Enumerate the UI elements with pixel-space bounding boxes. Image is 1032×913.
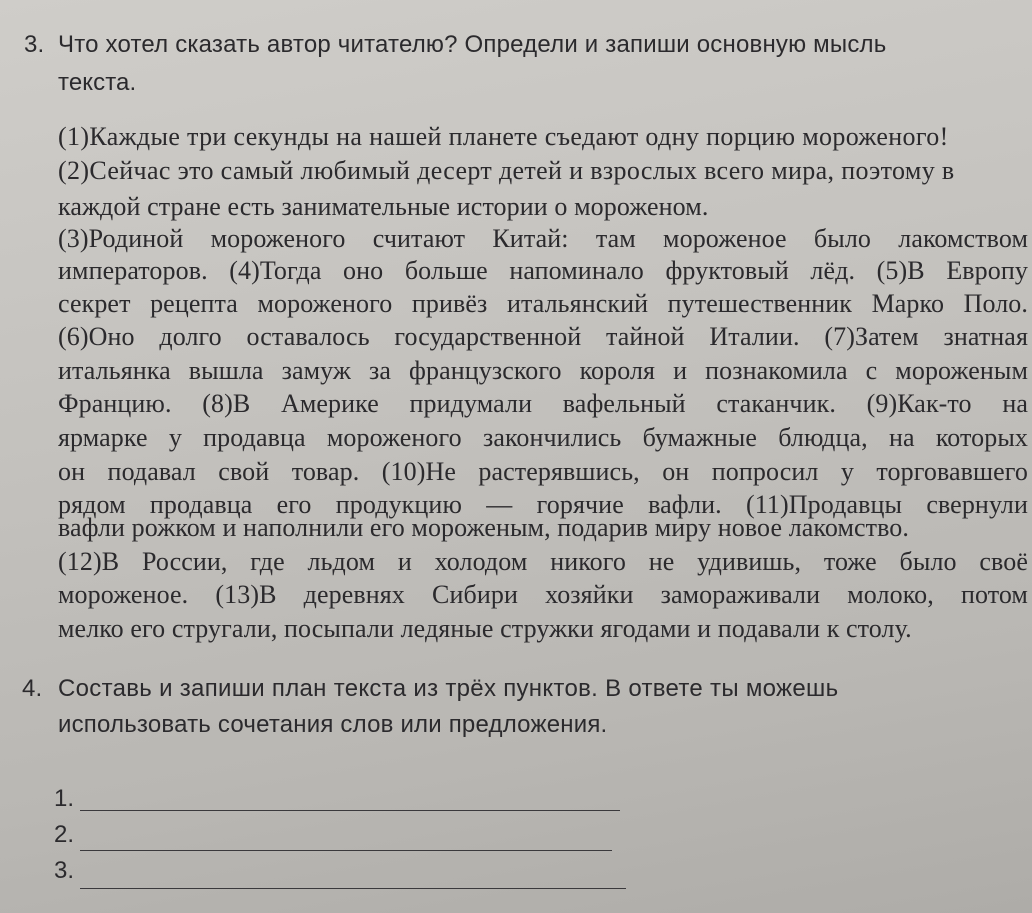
- plan-item-label: 3.: [54, 857, 75, 884]
- text-line: (2)Сейчас это самый любимый десерт детей и взрослых всего мира, поэтому в: [58, 156, 955, 185]
- plan-item-label: 2.: [54, 821, 75, 848]
- text-line: каждой стране есть занимательные истории о мороженом.: [58, 192, 709, 221]
- text-line: (6)Оно долго оставалось государственной тайной Италии. (7)Затем знатная: [58, 322, 1028, 351]
- text-line: императоров. (4)Тогда оно больше напоминало фруктовый лёд. (5)В Европу: [58, 256, 1028, 285]
- text-line: (1)Каждые три секунды на нашей планете съедают одну порцию мороженого!: [58, 122, 949, 151]
- text-line: итальянка вышла замуж за французского короля и познакомила с мороженым: [58, 356, 1028, 385]
- task-4-question-line-2: использовать сочетания слов или предложения.: [58, 711, 608, 738]
- plan-item-label: 1.: [54, 785, 75, 812]
- text-line: мелко его стругали, посыпали ледяные стружки ягодами и подавали к столу.: [58, 614, 912, 643]
- task-4-question-line-1: Составь и запиши план текста из трёх пунктов. В ответе ты можешь: [58, 675, 839, 702]
- text-line: (12)В России, где льдом и холодом никого не удивишь, тоже было своё: [58, 547, 1028, 576]
- text-line: мороженое. (13)В деревнях Сибири хозяйки замораживали молоко, потом: [58, 580, 1028, 609]
- task-3-question-line-2: текста.: [58, 69, 137, 96]
- text-line: рядом продавца его продукцию — горячие вафли. (11)Продавцы свернули: [58, 490, 1028, 519]
- text-line: вафли рожком и наполнили его мороженым, подарив миру новое лакомство.: [58, 513, 909, 542]
- text-line: (3)Родиной мороженого считают Китай: там мороженое было лакомством: [58, 224, 1028, 253]
- task-3-number: 3.: [24, 31, 45, 58]
- text-line: Францию. (8)В Америке придумали вафельный стаканчик. (9)Как-то на: [58, 389, 1028, 418]
- task-3-question-line-1: Что хотел сказать автор читателю? Определи и запиши основную мысль: [58, 31, 887, 58]
- text-line: он подавал свой товар. (10)Не растерявшись, он попросил у торговавшего: [58, 457, 1028, 486]
- answer-line-3[interactable]: [80, 888, 626, 889]
- answer-line-2[interactable]: [80, 850, 612, 851]
- task-4-number: 4.: [22, 675, 43, 702]
- text-line: секрет рецепта мороженого привёз итальянский путешественник Марко Поло.: [58, 289, 1028, 318]
- answer-line-1[interactable]: [80, 810, 620, 811]
- text-line: ярмарке у продавца мороженого закончились бумажные блюдца, на которых: [58, 423, 1028, 452]
